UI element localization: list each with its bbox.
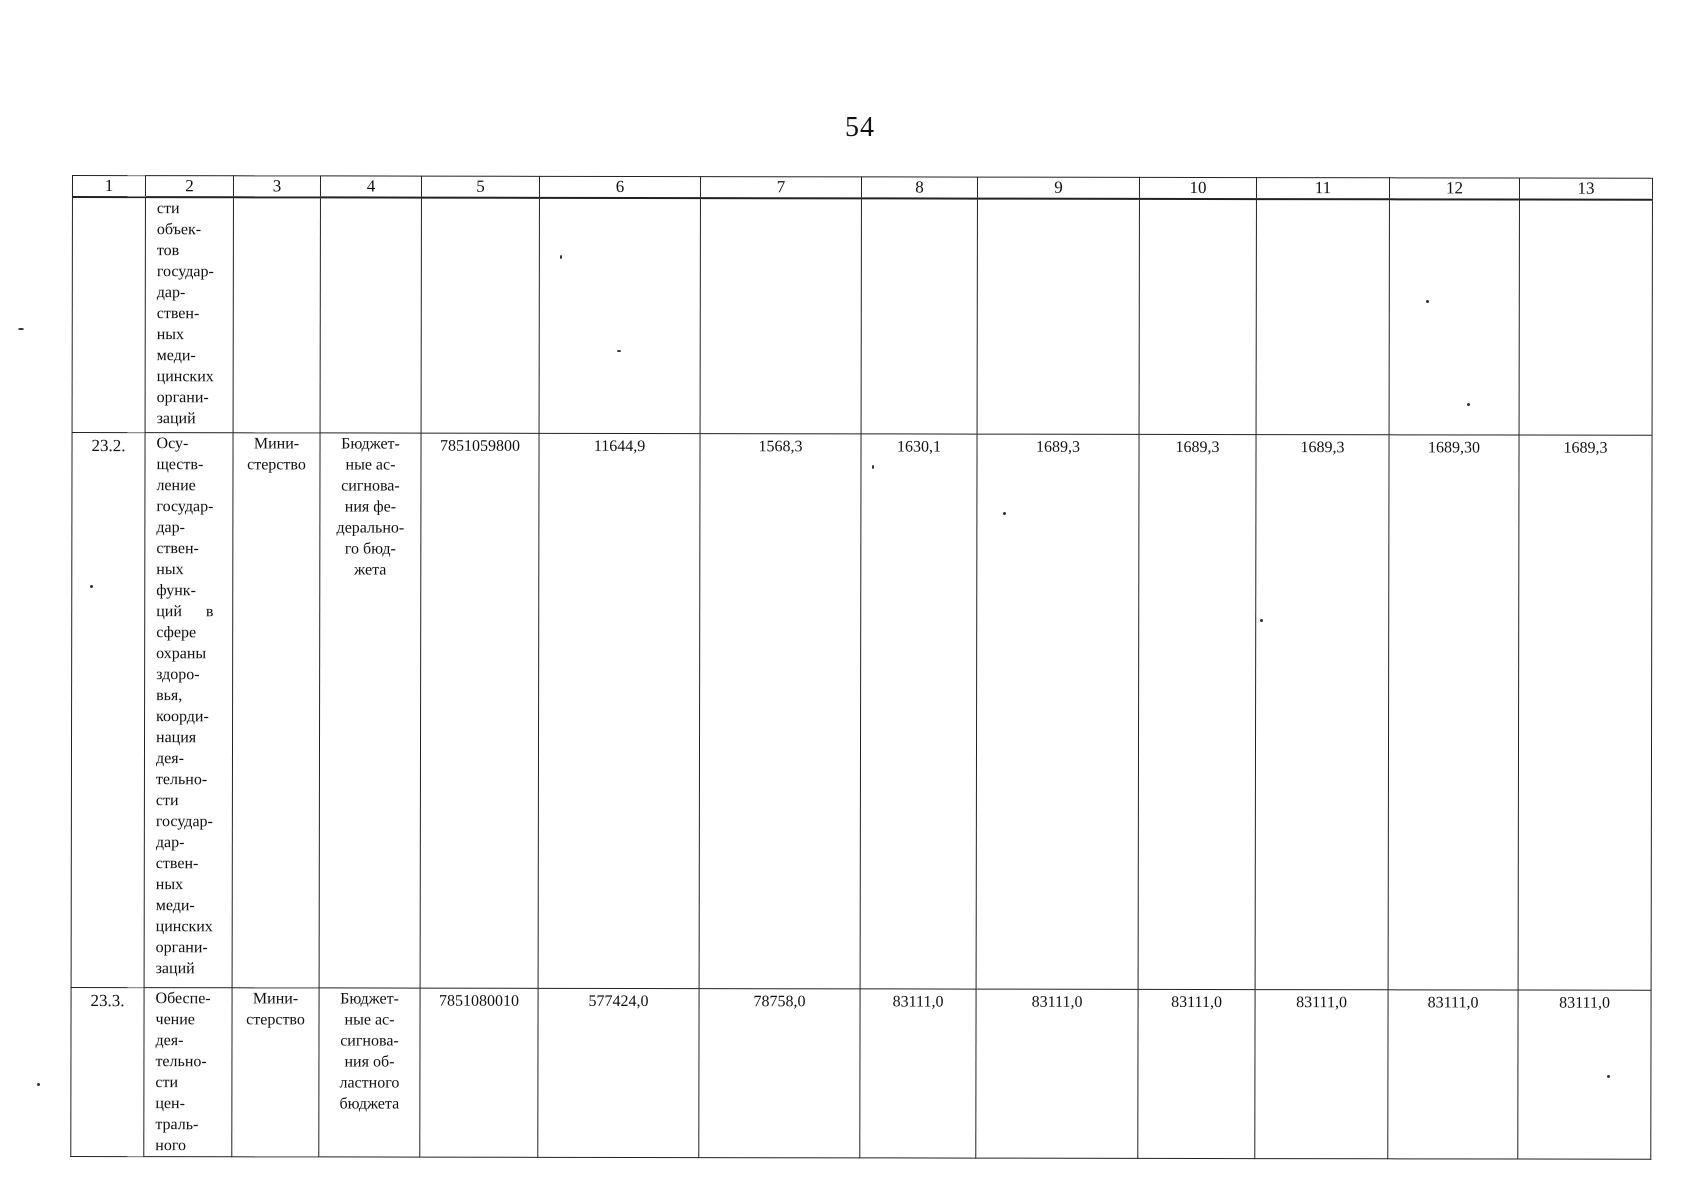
column-number: 3 — [233, 176, 320, 198]
scan-speck — [617, 350, 621, 352]
measure-name-line: сфере — [156, 623, 197, 641]
index-cell: 23.2. — [71, 432, 145, 987]
executor-line: Мини- — [253, 434, 300, 452]
budget-table — [70, 175, 1653, 1159]
measure-name-line: ных — [155, 875, 184, 893]
measure-name-line: сти — [156, 200, 180, 218]
year-value-cell: 83111,0 — [976, 989, 1138, 1158]
year-value-cell — [700, 198, 861, 433]
year-value-cell: 1689,3 — [1255, 434, 1389, 989]
column-number: 6 — [539, 176, 700, 198]
measure-name-line: тельно- — [155, 770, 208, 788]
column-number: 7 — [700, 177, 861, 199]
measure-name-line: меди- — [156, 347, 196, 365]
measure-name-line: функ- — [156, 581, 196, 599]
funding-source-cell — [319, 432, 421, 987]
measure-name-cell — [144, 987, 232, 1156]
executor-cell — [233, 197, 320, 432]
column-number: 4 — [320, 176, 421, 198]
table-row — [71, 432, 1652, 990]
year-value-cell — [1389, 199, 1519, 434]
budget-code-cell: 7851059800 — [420, 433, 539, 988]
measure-name-line: Осу- — [156, 434, 189, 452]
executor-line: стерство — [247, 455, 306, 473]
total-cell: 11644,9 — [538, 433, 700, 988]
year-value-cell: 1689,30 — [1388, 434, 1519, 989]
column-number: 10 — [1139, 177, 1256, 199]
year-value-cell — [861, 198, 977, 433]
year-value-cell — [1519, 200, 1652, 435]
measure-name-line: дар- — [156, 284, 186, 302]
measure-name-cell — [144, 432, 233, 987]
year-value-cell: 83111,0 — [1388, 989, 1518, 1158]
measure-name-line: дар- — [155, 833, 185, 851]
measure-name-line: меди- — [155, 896, 195, 914]
year-value-cell: 83111,0 — [860, 988, 976, 1157]
measure-name-line: органи- — [156, 389, 209, 407]
measure-name-line: ствен- — [155, 854, 199, 872]
funding-source-line: го бюд- — [344, 539, 396, 558]
column-number: 11 — [1256, 178, 1389, 200]
budget-code-cell — [421, 198, 539, 433]
scan-speck — [1260, 619, 1263, 622]
measure-name-cell — [145, 197, 233, 432]
page-number: 54 — [845, 112, 875, 143]
funding-source-line: сигнова- — [340, 1031, 399, 1050]
funding-source-line: ния об- — [344, 1052, 395, 1071]
budget-code-cell: 7851080010 — [420, 988, 538, 1157]
measure-name-line: заций — [156, 410, 196, 428]
measure-name-line: государ- — [155, 812, 213, 830]
executor-cell — [232, 987, 319, 1156]
measure-name-line: ществ- — [156, 455, 204, 473]
measure-name-line: ных — [156, 560, 184, 578]
measure-name-line: цинских — [156, 368, 214, 386]
measure-name-line: Обеспе- — [155, 989, 211, 1007]
measure-name-line: сти — [155, 1073, 179, 1091]
funding-source-line: ные ас- — [344, 1010, 395, 1029]
measure-name-line: объек- — [156, 221, 202, 239]
funding-source-line: ные ас- — [345, 455, 396, 474]
funding-source-line: Бюджет- — [340, 989, 399, 1008]
year-value-cell — [1256, 199, 1389, 434]
scan-speck — [1003, 512, 1006, 515]
funding-source-cell — [320, 197, 421, 432]
year-value-cell: 1568,3 — [699, 433, 861, 988]
year-value-cell: 78758,0 — [699, 988, 860, 1157]
measure-name-line: ных — [156, 326, 185, 344]
measure-name-line: тов — [156, 242, 180, 260]
column-number: 13 — [1519, 178, 1652, 200]
measure-name-line: цинских — [155, 917, 213, 935]
measure-name-line: сти — [155, 791, 179, 809]
measure-name-line: государ- — [156, 497, 214, 515]
column-number: 2 — [145, 176, 233, 198]
measure-name-line: дея- — [155, 1031, 184, 1049]
measure-name-line: нация — [156, 728, 197, 746]
year-value-cell — [977, 199, 1139, 434]
measure-name-line: ление — [156, 476, 196, 494]
measure-name-line: коорди- — [156, 707, 209, 725]
measure-name-line: вья, — [156, 686, 183, 704]
column-number: 1 — [72, 176, 145, 198]
measure-name-line: заций — [155, 959, 195, 977]
measure-name-line: чение — [155, 1010, 195, 1028]
measure-name-line: ствен- — [156, 539, 199, 557]
funding-source-line: Бюджет- — [341, 434, 400, 453]
measure-name-line: охраны — [156, 644, 207, 662]
funding-source-line: ния фе- — [344, 497, 397, 516]
table-row — [71, 987, 1651, 1159]
measure-name-line: ций в — [156, 602, 214, 620]
scan-speck — [1607, 1075, 1610, 1078]
column-number-row — [72, 176, 1652, 200]
executor-line: Мини- — [252, 989, 299, 1007]
executor-line: стерство — [246, 1010, 305, 1028]
column-number: 8 — [861, 177, 977, 199]
year-value-cell: 83111,0 — [1518, 990, 1651, 1159]
measure-name-line: тельно- — [155, 1052, 207, 1070]
funding-source-line: бюджета — [339, 1094, 400, 1113]
column-number: 9 — [977, 177, 1139, 199]
measure-name-line: здоро- — [156, 665, 200, 683]
year-value-cell: 83111,0 — [1138, 989, 1255, 1158]
index-cell: 23.3. — [71, 987, 144, 1156]
funding-source-line: ластного — [339, 1073, 400, 1092]
scan-speck — [560, 255, 562, 259]
measure-name-line: дея- — [155, 749, 184, 767]
funding-source-line: сигнова- — [341, 476, 400, 495]
measure-name-line: ствен- — [156, 305, 200, 323]
year-value-cell: 1689,3 — [1138, 434, 1256, 989]
year-value-cell — [1139, 199, 1256, 434]
total-cell: 577424,0 — [538, 988, 699, 1157]
measure-name-line: цен- — [155, 1094, 185, 1112]
year-value-cell: 83111,0 — [1255, 989, 1388, 1158]
scan-speck — [872, 465, 874, 469]
measure-name-line: траль- — [155, 1115, 199, 1133]
year-value-cell: 1689,3 — [1518, 435, 1652, 990]
measure-name-line: ного — [155, 1136, 187, 1154]
total-cell — [539, 198, 700, 433]
table-row-continued — [72, 197, 1652, 435]
year-value-cell: 1630,1 — [860, 433, 977, 988]
column-number: 12 — [1389, 178, 1519, 200]
scan-speck — [90, 585, 93, 588]
measure-name-line: органи- — [155, 938, 208, 956]
measure-name-line: дар- — [156, 518, 185, 536]
measure-name-line: государ- — [156, 263, 214, 281]
scan-speck — [37, 1083, 40, 1086]
funding-source-cell — [319, 987, 420, 1156]
index-cell — [72, 197, 145, 432]
column-number: 5 — [421, 176, 539, 198]
year-value-cell: 1689,3 — [976, 434, 1139, 989]
executor-cell — [232, 432, 320, 987]
scan-speck — [1467, 403, 1470, 406]
scan-speck — [1426, 300, 1429, 303]
funding-source-line: дерально- — [336, 518, 405, 537]
scan-speck — [18, 328, 24, 330]
funding-source-line: жета — [354, 560, 387, 579]
